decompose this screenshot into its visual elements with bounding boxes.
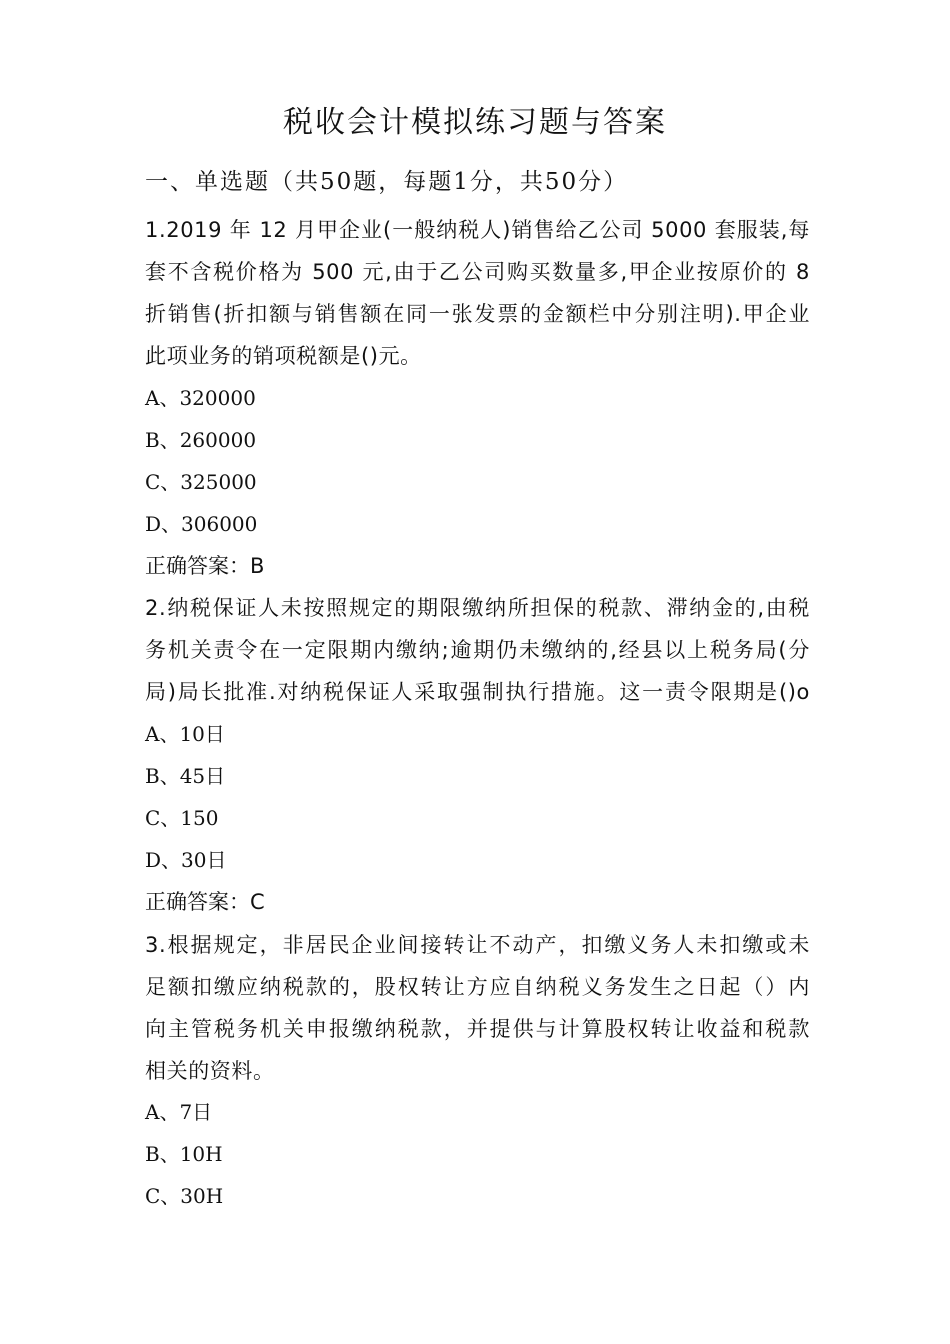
question-2-option-c: C、150 [145, 806, 219, 830]
question-2-line-2: 务机关责令在一定限期内缴纳;逾期仍未缴纳的,经县以上税务局(分 [145, 638, 810, 662]
question-3-line-4: 相关的资料。 [145, 1059, 275, 1083]
question-3-line-3: 向主管税务机关申报缴纳税款，并提供与计算股权转让收益和税款 [145, 1017, 810, 1041]
question-1-option-a: A、320000 [145, 386, 256, 410]
question-2-option-a: A、10日 [145, 722, 225, 746]
question-2-line-1: 2.纳税保证人未按照规定的期限缴纳所担保的税款、滞纳金的,由税 [145, 596, 810, 620]
question-3-option-b: B、10H [145, 1142, 223, 1166]
question-3-option-c: C、30H [145, 1184, 224, 1208]
question-3-line-2: 足额扣缴应纳税款的，股权转让方应自纳税义务发生之日起（）内 [145, 975, 810, 999]
question-2-answer: 正确答案：C [145, 890, 265, 914]
question-3-option-a: A、7日 [145, 1100, 213, 1124]
question-2-option-d: D、30日 [145, 848, 227, 872]
question-2-line-3: 局)局长批准.对纳税保证人采取强制执行措施。这一责令限期是()o [145, 680, 810, 704]
question-1-option-b: B、260000 [145, 428, 257, 452]
question-3-line-1: 3.根据规定，非居民企业间接转让不动产，扣缴义务人未扣缴或未 [145, 933, 810, 957]
question-1-option-c: C、325000 [145, 470, 257, 494]
question-2-option-b: B、45日 [145, 764, 226, 788]
question-1-line-4: 此项业务的销项税额是()元。 [145, 344, 422, 368]
question-1-line-2: 套不含税价格为 500 元,由于乙公司购买数量多,甲企业按原价的 8 [145, 260, 810, 284]
question-1-answer: 正确答案：B [145, 554, 265, 578]
document-title: 税收会计模拟练习题与答案 [283, 105, 667, 140]
section-heading: 一、单选题（共50题，每题1分，共50分） [145, 169, 629, 195]
question-1-option-d: D、306000 [145, 512, 258, 536]
question-1-line-1: 1.2019 年 12 月甲企业(一般纳税人)销售给乙公司 5000 套服装,每 [145, 218, 810, 242]
question-1-line-3: 折销售(折扣额与销售额在同一张发票的金额栏中分别注明).甲企业 [145, 302, 810, 326]
